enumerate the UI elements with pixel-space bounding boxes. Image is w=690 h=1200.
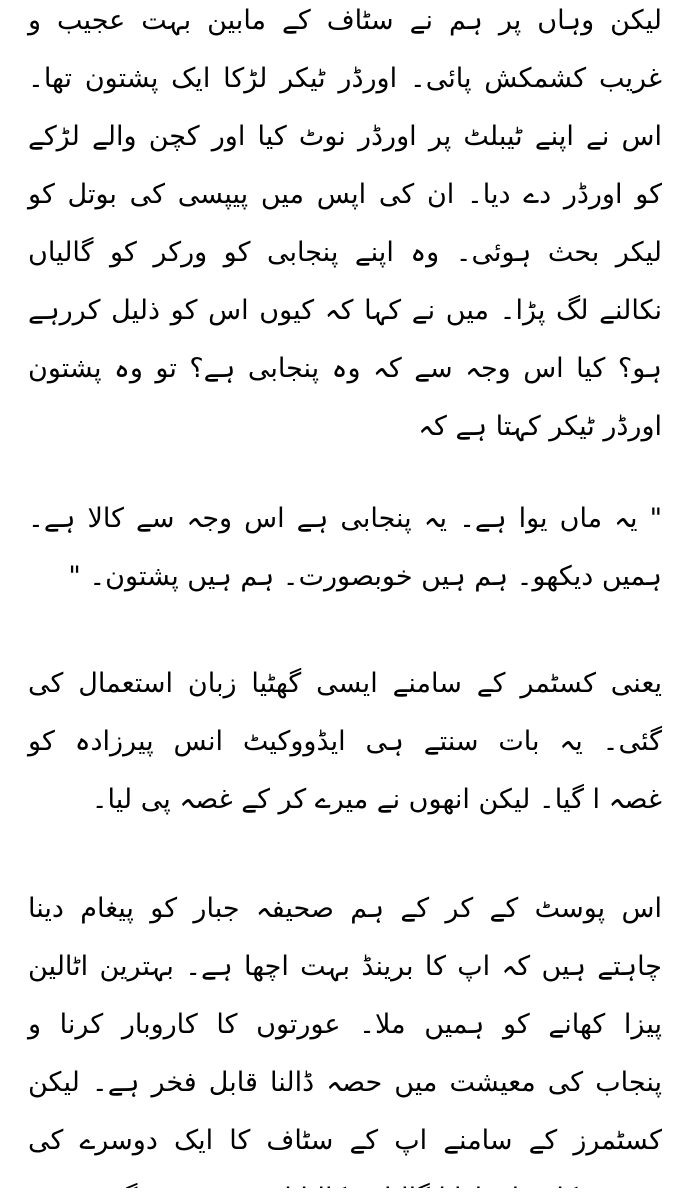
text-line: کو اورڈر دے دیا۔ ان کی اپس میں پیپسی کی بوتل کو: [28, 179, 662, 210]
text-line: اورڈر ٹیکر کہتا ہے کہ: [418, 411, 662, 442]
text-line: پیزا کھانے کو ہمیں ملا۔ عورتوں کا کاروبار کرنا و: [28, 1009, 662, 1040]
text-line: اس پوسٹ کے کر کے ہم صحیفہ جبار کو پیغام دینا: [28, 893, 662, 924]
paragraph-staff-conflict: [28, 0, 662, 456]
text-line: گئی۔ یہ بات سنتے ہی ایڈووکیٹ انس پیرزادہ کو: [28, 726, 662, 757]
paragraph-quote: [28, 490, 662, 606]
text-line: یعنی کسٹمر کے سامنے ایسی گھٹیا زبان استعمال کی: [28, 668, 662, 699]
text-line: چاہتے ہیں کہ اپ کا برینڈ بہت اچھا ہے۔ بہترین اٹالین: [28, 951, 662, 982]
paragraph-message: [28, 880, 662, 1200]
text-line: نکالنے لگ پڑا۔ میں نے کہا کہ کیوں اس کو ذلیل کررہے: [28, 295, 662, 326]
text-line: غریب کشمکش پائی۔ اورڈر ٹیکر لڑکا ایک پشتون تھا۔: [28, 63, 662, 94]
text-line: اس نے اپنے ٹیبلٹ پر اورڈر نوٹ کیا اور کچن والے لڑکے: [28, 121, 662, 152]
text-line: " یہ ماں یوا ہے۔ یہ پنجابی ہے اس وجہ سے کالا ہے۔: [28, 503, 662, 534]
text-line: لیکن وہاں پر ہم نے سٹاف کے مابین بہت عجیب و: [28, 5, 662, 36]
text-line: ہمیں دیکھو۔ ہم ہیں خوبصورت۔ ہم ہیں پشتون۔ ": [68, 561, 662, 592]
bottom-crop-edge: [0, 1188, 690, 1200]
text-line: لیکر بحث ہوئی۔ وہ اپنے پنجابی کو ورکر کو گالیاں: [28, 237, 662, 268]
text-line: پنجاب کی معیشت میں حصہ ڈالنا قابل فخر ہے۔ لیکن: [28, 1067, 662, 1098]
text-line: ہو؟ کیا اس وجہ سے کہ وہ پنجابی ہے؟ تو وہ پشتون: [28, 353, 662, 384]
paragraph-reaction: [28, 655, 662, 829]
text-line: کسٹمرز کے سامنے اپ کے سٹاف کا ایک دوسرے کی: [28, 1125, 662, 1156]
text-line: غصہ ا گیا۔ لیکن انھوں نے میرے کر کے غصہ پی لیا۔: [91, 784, 662, 815]
